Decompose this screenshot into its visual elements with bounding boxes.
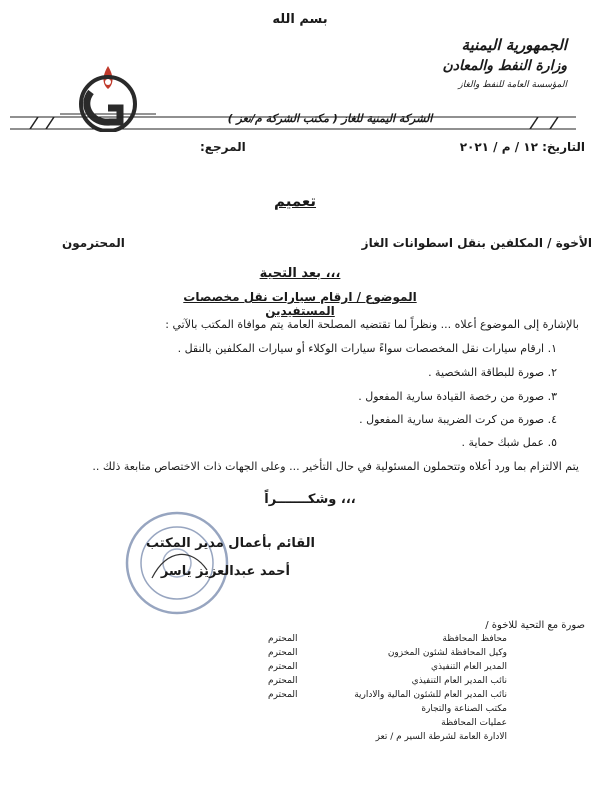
document-title: تعميم [273, 192, 317, 210]
list-item-text: صورة للبطاقة الشخصية . [428, 366, 545, 379]
intro-paragraph: بالإشارة إلى الموضوع أعلاه ... ونظراً لما تقتضيه المصلحة العامة يتم موافاة المكتب بالآتي : [165, 318, 579, 331]
reference-label: المرجع: [200, 140, 246, 154]
greeting: بعد التحية ،،، [259, 266, 341, 281]
copy-recipient-honorific: المحترم [268, 690, 298, 700]
copy-recipient: نائب المدير العام للشئون المالية والادارية [354, 690, 507, 700]
copy-recipient: محافظ المحافظة [442, 634, 507, 644]
general-corporation-name: المؤسسة العامة للنفط والغاز [458, 80, 567, 90]
list-item-number: ٢. [547, 366, 557, 379]
copy-recipient-honorific: المحترم [268, 662, 298, 672]
republic-name: الجمهورية اليمنية [461, 36, 567, 54]
list-item-number: ٣. [547, 390, 557, 403]
bismillah-header: بسم الله [272, 12, 328, 27]
list-item [87, 390, 557, 403]
subject-line: الموضوع / ارقام سيارات نقل مخصصات المستفيدين [183, 290, 417, 318]
date-value: ١٢ / م / ٢٠٢١ [459, 140, 538, 154]
copies-heading: صورة مع التحية للاخوة / [485, 620, 585, 631]
list-item [87, 366, 557, 379]
copy-recipient: الادارة العامة لشرطة السير م / تعز [375, 732, 507, 742]
copy-recipient-honorific: المحترم [268, 648, 298, 658]
thanks-line: وشكـــــــراً ،،، [264, 492, 356, 507]
list-item-number: ٥. [547, 436, 557, 449]
copy-recipient: وكيل المحافظة لشئون المخزون [387, 648, 507, 658]
copy-recipient: نائب المدير العام التنفيذي [411, 676, 507, 686]
addressee: الأخوة / المكلفين بنقل اسطوانات الغاز [361, 236, 592, 250]
ministry-name: وزارة النفط والمعادن [442, 58, 567, 74]
closing-paragraph: يتم الالتزام بما ورد أعلاه وتتحملون المسئولية في حال التأخير ... وعلى الجهات ذات الاختصاص متابعة ذلك .. [92, 460, 579, 473]
official-stamp-icon [122, 508, 232, 618]
company-office-banner-text: الشركة اليمنية للغاز ( مكتب الشركة م/تعز ) [227, 112, 433, 125]
list-item-number: ١. [547, 342, 557, 355]
signatory-title: القائم بأعمال مدير المكتب [146, 536, 315, 551]
signatory-name: أحمد عبدالعزيز ياسر [160, 564, 290, 579]
copy-recipient: مكتب الصناعة والتجارة [421, 704, 507, 714]
list-item-text: صورة من كرت الضريبة سارية المفعول . [359, 413, 545, 426]
list-item-text: صورة من رخصة القيادة سارية المفعول . [358, 390, 545, 403]
list-item [87, 436, 557, 449]
list-item-text: عمل شبك حماية . [461, 436, 545, 449]
copy-recipient: عمليات المحافظة [441, 718, 507, 728]
addressee-honorific: المحترمون [62, 236, 125, 250]
list-item-number: ٤. [547, 413, 557, 426]
date-field [460, 140, 585, 154]
date-label: التاريخ: [542, 140, 585, 154]
list-item [87, 413, 557, 426]
copy-recipient-honorific: المحترم [268, 676, 298, 686]
copy-recipient-honorific: المحترم [268, 634, 298, 644]
list-item [87, 342, 557, 355]
copy-recipient: المدير العام التنفيذي [431, 662, 507, 672]
list-item-text: ارقام سيارات نقل المخصصات سواءً سيارات الوكلاء أو سيارات المكلفين بالنقل . [177, 342, 545, 355]
